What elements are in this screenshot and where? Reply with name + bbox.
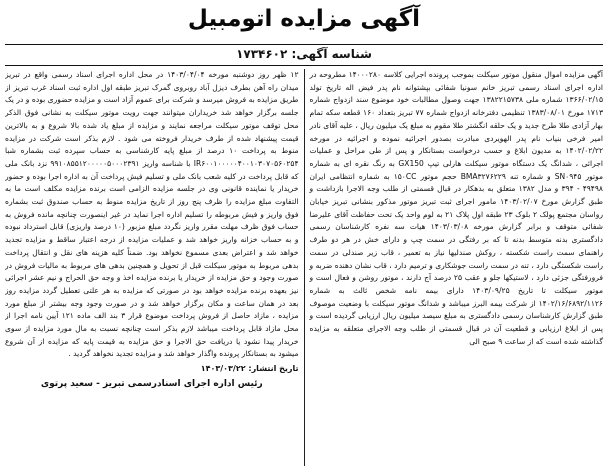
column-divider	[304, 69, 305, 466]
publish-date: تاریخ انتشار: ۱۴۰۳/۰۳/۲۲	[200, 364, 299, 374]
left-column	[5, 69, 302, 466]
notice-number: شناسه آگهی: ۱۷۳۴۶۰۲	[236, 47, 372, 61]
notice-header	[5, 4, 603, 44]
signature: رئیس اداره اجرای اسنادرسمی تبریز - سعید پرتوی	[40, 379, 263, 390]
left-column-text: ۱۲ ظهر روز دوشنبه مورخه ۱۴۰۳/۰۴/۰۴ در محل اداره اجرای اسناد رسمی واقع در تبریز میدان راه آهن بطرف دیزل آباد روبروی گمرک تبریز طبقه اول اداره ثبت اسناد غرب تبریز از طریق مزایده به فروش میرسد و شرکت برای عموم آزاد است و مزایده حضوری بوده و در یک جلسه برگزار خواهد شد خریداران میتوانند جهت رویت موتور سیکلت به نشانی فوق الذکر محل توقف موتور سیکلت مراجعه نمایند و مزایده از مبلغ یاد شده بالا شروع و به بالاترین قیمت پیشنهاد شده از طرف خریدار فروخته می شود . لازم بذکر است شرکت در مزایده منوط به پرداخت ۱۰ درصد از مبلغ پایه کارشناسی به حساب سپرده ثبت بشماره شبا IR۶۰۰۱۰۰۰۰۰۴۰۰۱۰۳۰۷۰۵۶۰۲۵۴ با شناسه واریز ۹۹۱۰۸۵۵۱۲۰۰۰۰۰۵۰۰۰۲۳۹۱ نزد بانک ملی که قابل پرداخت در کلیه شعب بانک ملی و تسلیم فیش پرداخت آن به اداره اجرا بوده و حضور خریدار یا نماینده قانونی وی در جلسه مزایده الزامی است برنده مزایده مکلف است ما به التفاوت مبلغ مزایده را ظرف پنج روز از تاریخ مزایده منوط به حساب صندوق ثبت بشماره فوق واریز و فیش مربوطه را تسلیم اداره اجرا نماید در غیر اینصورت چنانچه مانده فروش به حساب فوق ظرف مهلت مقرر واریز نگردد مبلغ مزبور (۱۰ درصد واریزی) قابل استرداد نبوده و به حساب خزانه واریز خواهد شد و عملیات مزایده از درجه اعتبار ساقط و مزایده تجدید خواهد شد و اعتراض بعدی مسموع نخواهد بود. ضمناً کلیه هزینه های نقل و انتقال پرداخت بدهی مربوط به موتور سیکلت قبل از تحویل و همچنین بدهی های مربوط به مالیات فروش در صورت وجود و حق مزایده از خریدار یا برنده مزایده اخذ و وجه حق الحراج و نیم عشر اجرائی نیز بعهده برنده مزایده خواهد بود در صورتی که مزایده به هر علتی تعطیل گردد مزایده روز بعد در همان ساعت و مکان برگزار خواهد شد و در صورت وجود وجه بیشتر از مبلغ مورد مزایده ، مازاد حاصل از فروش پرداخت موضوع قرار ۳ بند الف ماده ۱۲۱ آیین نامه اجرا از محل مازاد قابل پرداخت میباشد لازم بذکر است چنانچه نسبت به مال مورد مزایده از سوی خریدار پیدا نشود یا دریافت حق الاجرا و حق مزایده به قیمت پایه که مزایده از آن شروع میشود به بستانکار پرونده واگذار خواهد شد و مزایده تجدید نخواهد گردید .	[5, 70, 299, 359]
notice-number-bar	[5, 44, 603, 66]
right-column-text: آگهی مزایده اموال منقول موتور سیکلت بموجب پرونده اجرایی کلاسه ۱۴۰۰۰۲۸۰ مطروحه در اداره اجرای اسناد رسمی تبریز خانم سونیا شفائی بپشتوانه نام پدر فیض اله تاریخ تولد ۱۳۶۶/۰۲/۱۵ شماره ملی ۱۳۸۲۲۱۵۷۳۸ جهت وصول مطالبات خود موضوع سند ازدواج شماره ۱۷۱۳ مورخ ۱۳۸۳/۰۸/۰۱ تنظیمی دفترخانه ازدواج شماره ۷۷ تبریز بتعداد ۱۶۰ قطعه سکه تمام بهار آزادی طلا طرح جدید و یک حلقه انگشتر طلا مقوم به مبلغ یک میلیون ریال ، علیه آقای نادر امیر فرخی بنیاب نام پدر الهویردی مبادرت بصدور اجرائیه نموده و اجرائیه در مورخه ۱۴۰۲/۰۲/۲۲ به مدیون ابلاغ و حسب درخواست بستانکار و پس از طی مراحل و عملیات اجرائی ، شدانگ یک دستگاه موتور سیکلت هارلی تیپ GX150 به رنگ نقره ای به شماره موتور SN۰۹۴۵ و شماره تنه BMA۳۲۷۶۲۲۹ حجم موتور ۱۵۰CC به شماره انتظامی ایران ۴۹۴۹۸ - ۳۹۴ و مدل ۱۳۸۲ متعلق به بدهکار در قبال قسمتی از طلب وجه الاجرا بازداشت و طبق گزارش مورخ ۱۴۰۳/۰۲/۰۷ مامور اجرای ثبت تبریز موتور مذکور بنشانی تبریز خیابان رواسان مجتمع پولک ۲ بلوک ۲۳ طبقه اول پلاک ۲۱ به لوم واحد یک تحت حفاظت آقای علیرضا شفائی متوقف و برابر گزارش مورخه ۱۴۰۳/۰۳/۰۸ هیات سه نفره کارشناسان رسمی دادگستری بدنه متوسط بدنه تا که بر رفتگی در سمت چپ و دارای خش در هر دو طرف راهنمای سمت راست شکسته ، روکش صندلیها نیاز به تعمیر ، قاب زیر صندلی در سمت راست شکستگی دارد ، تنه در سمت راست جوشکاری و ترمیم دارد ، قاب نشان دهنده ضربه و فرورفتگی جزئی دارد ، لاستیکها جلو و عقب ۲۵ درصد آج دارند ، موتور روشن و فعال است و موتور سیکلت تا تاریخ ۱۴۰۳/۰۹/۲۵ دارای بیمه نامه شخص ثالث به شماره ۱۴۰۲/۱۶/۶۸۹۲/۱۱۲۶ از شرکت بیمه البرز میباشد و شدانگ موتور سیکلت با وضعیت موصوف طبق گزارش کارشناسان رسمی دادگستری به مبلغ سیصد میلیون ریال ارزیابی گردیده است و پس از ابلاغ ارزیابی و قطعیت آن در قبال قسمتی از طلب وجه الاجرای متعلقه به مزایده گذاشته شده است که از ساعت ۹ صبح الی	[309, 70, 603, 346]
notice-title: آگهی مزایده اتومبیل	[187, 6, 421, 32]
notice-body	[5, 69, 603, 466]
right-column	[307, 69, 604, 466]
